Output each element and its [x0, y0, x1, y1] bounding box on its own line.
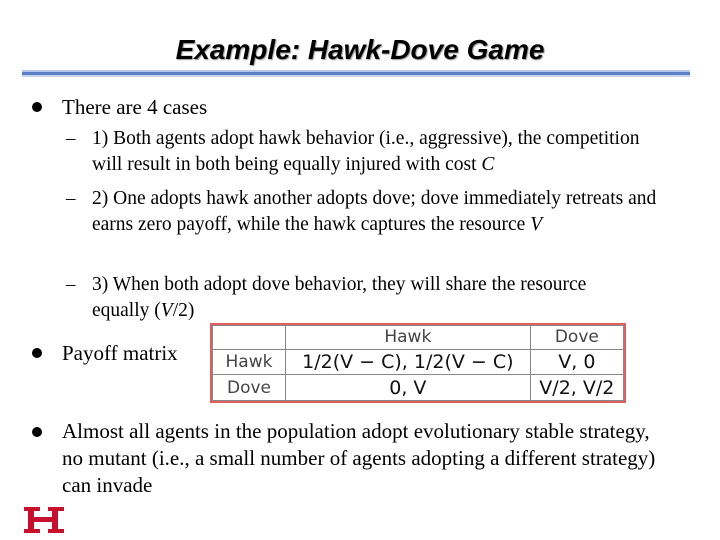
payoff-cell: V/2, V/2	[530, 375, 623, 401]
row-header-dove: Dove	[213, 375, 286, 401]
payoff-table	[212, 325, 624, 401]
case-1-text	[92, 126, 662, 178]
ess-text: Almost all agents in the population adopt evolutionary stable strategy, no mutant (i.e., a small number of agents adopting a different strategy) can invade	[62, 419, 656, 497]
corner-cell	[213, 326, 286, 350]
dash-marker: –	[66, 128, 76, 149]
case-3-post: /2)	[172, 300, 195, 321]
slide-title: Example: Hawk-Dove Game	[175, 34, 545, 65]
case-1-var: C	[481, 154, 495, 175]
dash-marker: –	[66, 274, 76, 295]
col-header-dove: Dove	[530, 326, 623, 350]
case-3-line1: 3) When both adopt dove behavior, they will share the resource	[92, 274, 587, 295]
cases-intro: There are 4 cases	[62, 95, 208, 119]
case-2-body: 2) One adopts hawk another adopts dove; dove immediately retreats and earns zero payoff, while the hawk captures the resource	[92, 188, 657, 235]
case-3-pre: equally (	[92, 300, 161, 321]
case-2-var: V	[530, 214, 543, 235]
payoff-cell: V, 0	[530, 349, 623, 375]
dash-marker: –	[66, 188, 76, 209]
bullet-dot	[32, 348, 42, 358]
payoff-label: Payoff matrix	[62, 341, 178, 365]
payoff-cell: 1/2(V − C), 1/2(V − C)	[286, 349, 531, 375]
col-header-hawk: Hawk	[286, 326, 531, 350]
bullet-dot	[32, 427, 42, 437]
bullet-dot	[32, 102, 42, 112]
payoff-matrix	[210, 323, 626, 403]
university-logo-icon	[22, 505, 68, 535]
case-1-body: 1) Both agents adopt hawk behavior (i.e., aggressive), the competition will result in both being equally injured with cost	[92, 128, 640, 175]
row-header-hawk: Hawk	[213, 349, 286, 375]
payoff-cell: 0, V	[286, 375, 531, 401]
case-3-line2	[92, 298, 662, 324]
title-underline	[22, 70, 690, 77]
case-2-text	[92, 186, 662, 238]
case-3-var: V	[160, 300, 173, 321]
